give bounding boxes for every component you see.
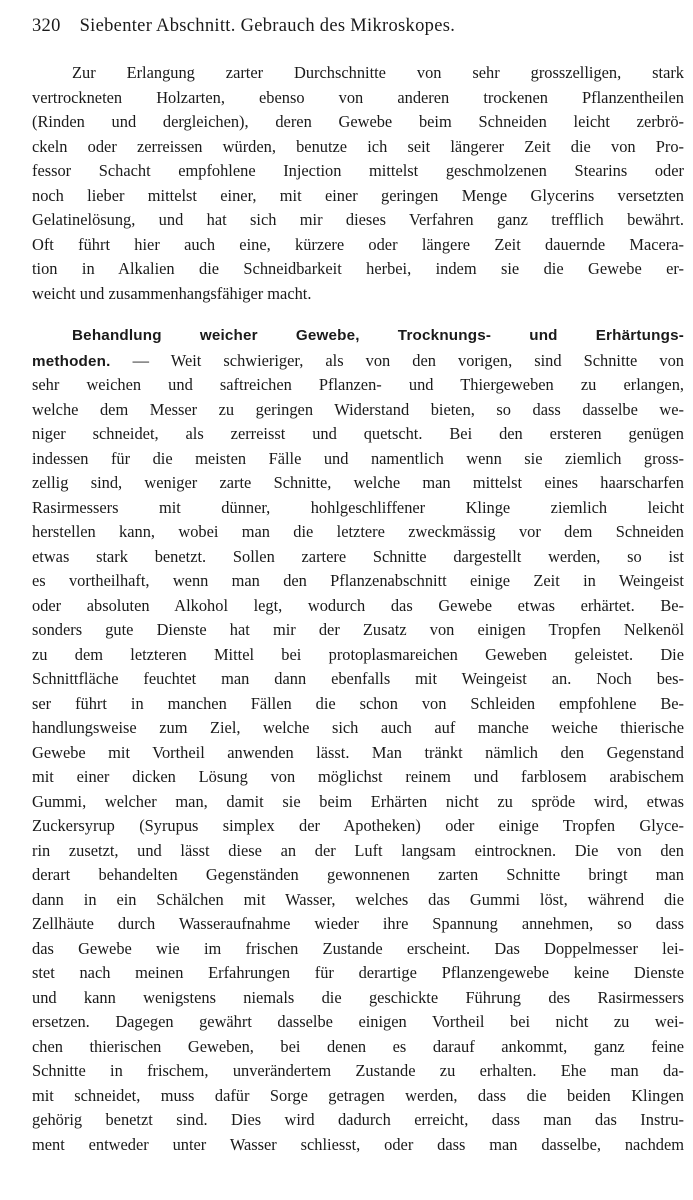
text-line: stet nach meinen Erfahrungen für derartige Pflanzengewebe keine Dienste (32, 963, 684, 982)
text-line: zu dem letzteren Mittel bei protoplasmareichen Geweben geleistet. Die (32, 644, 684, 664)
text-line: welche dem Messer zu geringen Widerstand bieten, so dass dasselbe we- (32, 399, 684, 419)
text-line: Gummi, welcher man, damit sie beim Erhärten nicht zu spröde wird, etwas (32, 791, 684, 811)
text-line: Gelatinelösung, und hat sich mir dieses Verfahren ganz trefflich bewährt. (32, 210, 684, 229)
text-line: Zur Erlangung zarter Durchschnitte von sehr grosszelligen, stark (72, 63, 684, 82)
text-line: mit schneidet, muss dafür Sorge getragen werden, dass die beiden Klingen (32, 1085, 684, 1105)
text-line: rin zusetzt, und lässt diese an der Luft langsam eintrocknen. Die von den (32, 840, 684, 860)
text-line: indessen für die meisten Fälle und namentlich wenn sie ziemlich gross- (32, 448, 684, 468)
text-line: dann in ein Schälchen mit Wasser, welches das Gummi löst, während die (32, 889, 684, 909)
text-line (32, 349, 684, 374)
text-line: ckeln oder zerreissen würden, benutze ich seit längerer Zeit die von Pro- (32, 136, 684, 156)
text-line: etwas stark benetzt. Sollen zartere Schnitte dargestellt werden, so ist (32, 546, 684, 566)
text-line: vertrockneten Holzarten, ebenso von anderen trockenen Pflanzentheilen (32, 87, 684, 107)
text-line: weicht und zusammenhangsfähiger macht. (32, 283, 312, 303)
page-number: 320 (32, 16, 61, 36)
paragraph-injection (32, 61, 684, 306)
text-line: gehörig benetzt sind. Dies wird dadurch erreicht, dass man das Instru- (32, 1110, 684, 1129)
text-line: ersetzen. Dagegen gewährt dasselbe einigen Vortheil bei nicht zu wei- (32, 1012, 684, 1031)
section-title: Siebenter Abschnitt. (79, 16, 236, 36)
text-line: oder absoluten Alkohol legt, wodurch das Gewebe etwas erhärtet. Be- (32, 595, 684, 615)
text-line: sonders gute Dienste hat mir der Zusatz von einigen Tropfen Nelkenöl (32, 620, 684, 639)
text-line: mit einer dicken Lösung von möglichst reinem und farblosem arabischem (32, 767, 684, 786)
text-line: Zuckersyrup (Syrupus simplex der Apotheken) oder einige Tropfen Glyce- (32, 816, 684, 835)
text-line: ment entweder unter Wasser schliesst, oder dass man dasselbe, nachdem (32, 1134, 684, 1154)
text-line: Schnitte in frischem, unverändertem Zustande zu erhalten. Ehe man da- (32, 1061, 684, 1080)
paragraph-soft-tissue (32, 324, 684, 1157)
text-line: fessor Schacht empfohlene Injection mittelst geschmolzenen Stearins oder (32, 161, 684, 180)
text-line: noch lieber mittelst einer, mit einer geringen Menge Glycerins versetzten (32, 185, 684, 205)
text-line: Rasirmessers mit dünner, hohlgeschliffener Klinge ziemlich leicht (32, 497, 684, 517)
running-head (32, 16, 672, 42)
text-line: sehr weichen und saftreichen Pflanzen- und Thiergeweben zu erlangen, (32, 375, 684, 394)
text-line: Gewebe mit Vortheil anwenden lässt. Man tränkt nämlich den Gegenstand (32, 742, 684, 762)
text-line: zellig sind, weniger zarte Schnitte, welche man mittelst eines haarscharfen (32, 473, 684, 492)
text-line: chen thierischen Geweben, bei denen es darauf ankommt, ganz feine (32, 1036, 684, 1056)
text-line: derart behandelten Gegenständen gewonnenen zarten Schnitte bringt man (32, 865, 684, 884)
text-line: und kann wenigstens niemals die geschickte Führung des Rasirmessers (32, 987, 684, 1007)
text-line: handlungsweise zum Ziel, welche sich auch auf manche weiche thierische (32, 718, 684, 737)
text-line: (Rinden und dergleichen), deren Gewebe beim Schneiden leicht zerbrö- (32, 112, 684, 131)
text-line: es vortheilhaft, wenn man den Pflanzenabschnitt einige Zeit in Weingeist (32, 571, 684, 590)
text-line: niger schneidet, als zerreisst und quetscht. Bei den ersteren genügen (32, 424, 684, 443)
text-fragment: — Weit schwieriger, als von den vorigen, sind Schnitte von (132, 350, 684, 370)
text-line: Oft führt hier auch eine, kürzere oder längere Zeit dauernde Macera- (32, 234, 684, 254)
section-heading-continued: methoden. (32, 352, 111, 370)
text-line: tion in Alkalien die Schneidbarkeit herbei, indem sie die Gewebe er- (32, 259, 684, 278)
text-line: ser führt in manchen Fällen die schon von Schleiden empfohlene Be- (32, 693, 684, 713)
text-line: Schnittfläche feuchtet man dann ebenfalls mit Weingeist an. Noch bes- (32, 669, 684, 688)
text-line: herstellen kann, wobei man die letztere zweckmässig vor dem Schneiden (32, 522, 684, 541)
section-heading: Behandlung weicher Gewebe, Trocknungs- und Erhärtungs- (72, 327, 684, 344)
chapter-title: Gebrauch des Mikroskopes. (240, 16, 456, 36)
text-line: Zellhäute durch Wasseraufnahme wieder ihre Spannung annehmen, so dass (32, 914, 684, 933)
text-line: das Gewebe wie im frischen Zustande erscheint. Das Doppelmesser lei- (32, 938, 684, 958)
